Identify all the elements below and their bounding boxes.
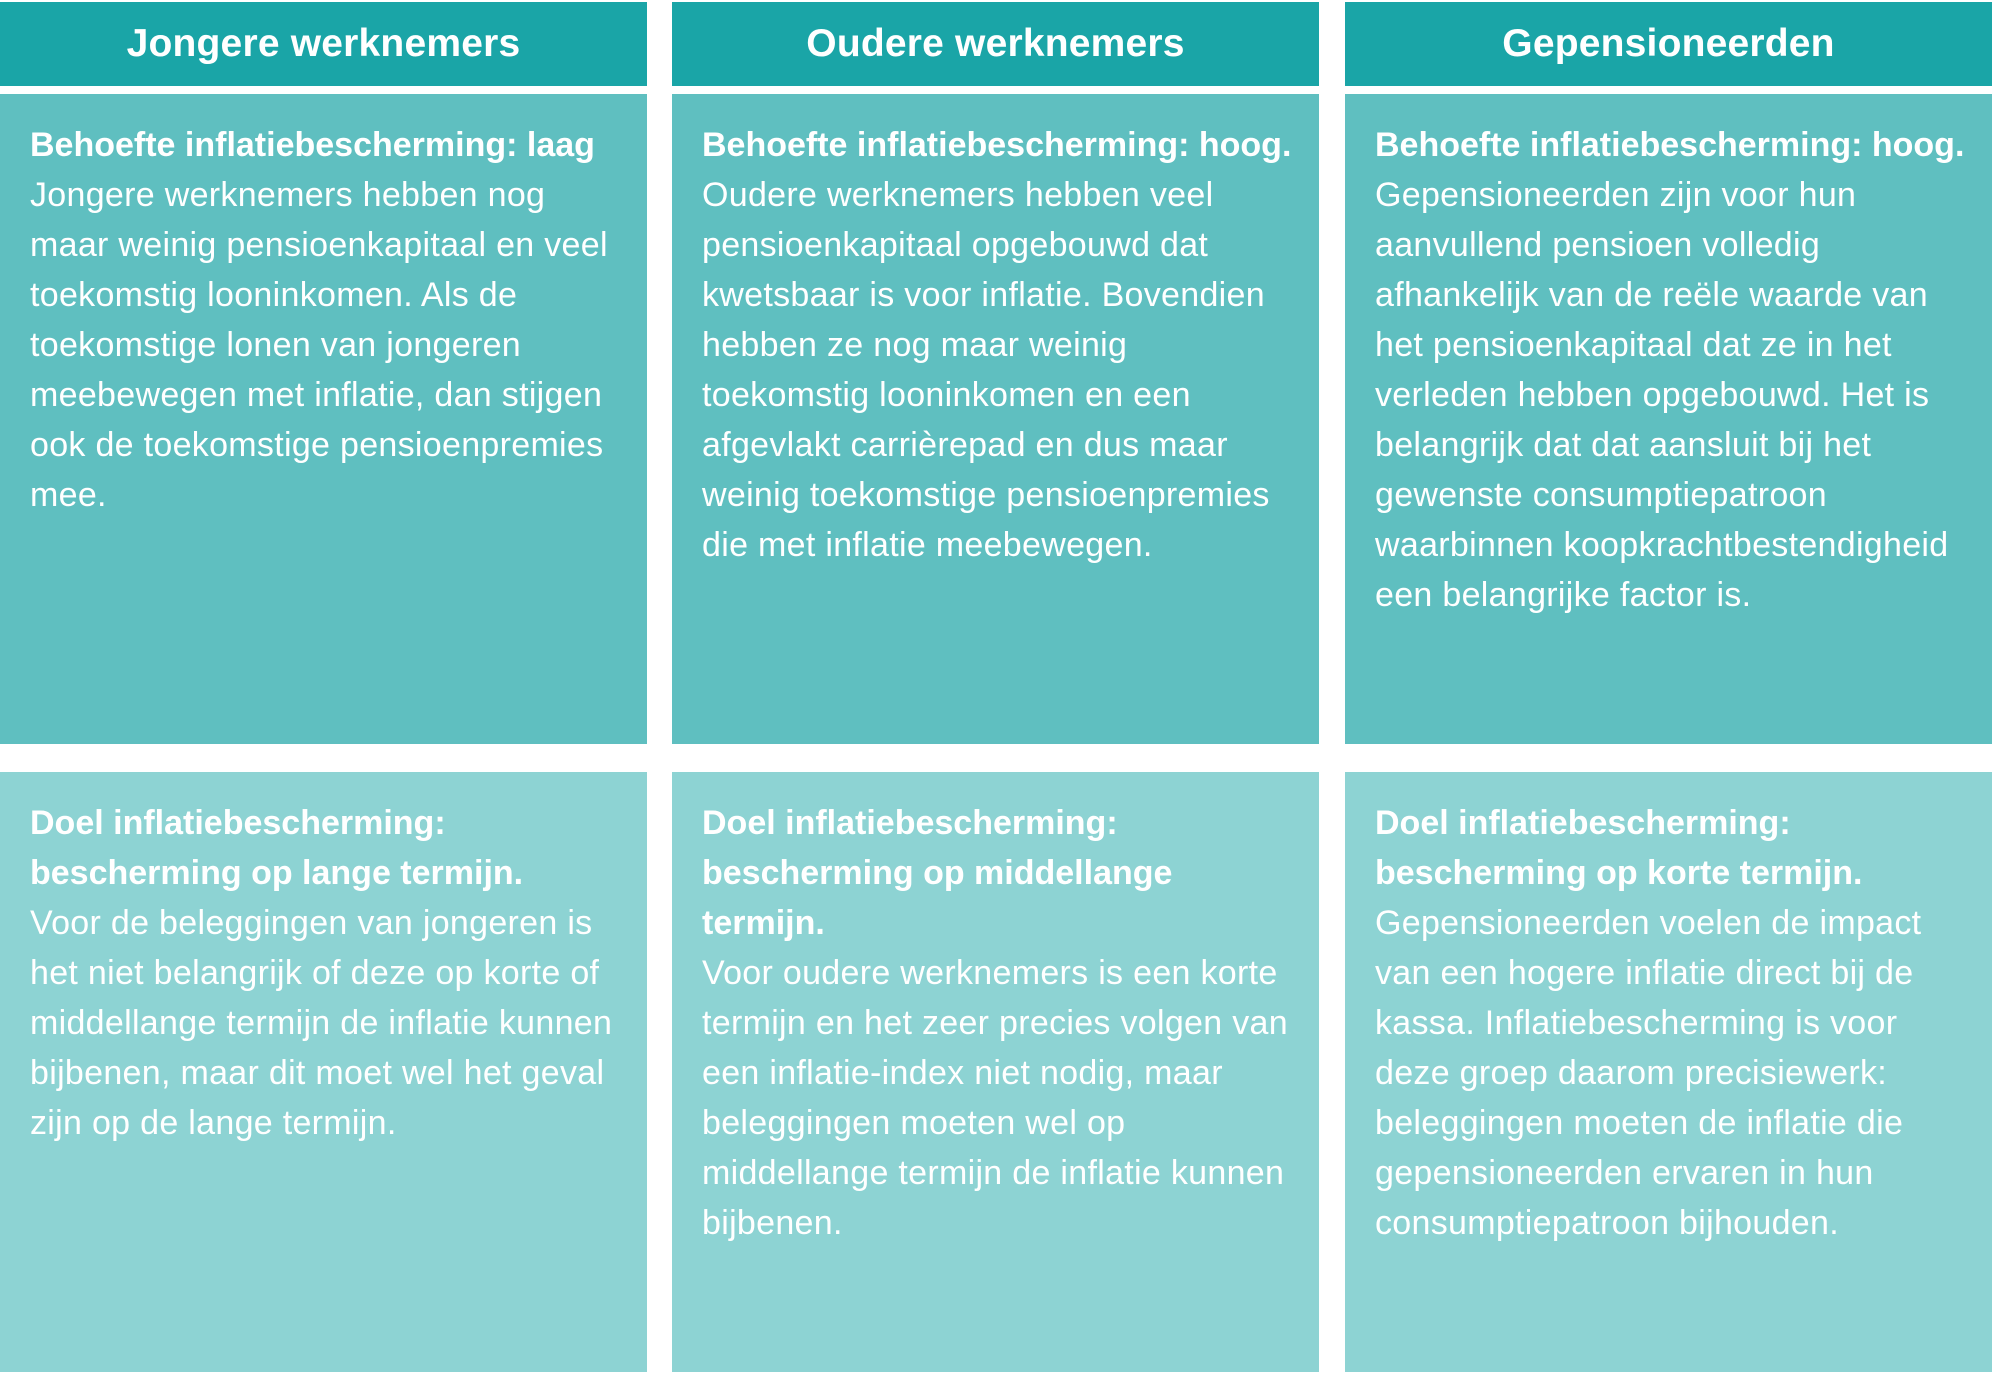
need-body: Jongere werknemers hebben nog maar weinig pensioenkapitaal en veel toekomstig looninkomen. Als de toekomstige lonen van jongeren meebewegen met inflatie, dan stijgen ook de toekomstige pensioenpremies mee.	[30, 176, 608, 514]
need-body: Oudere werknemers hebben veel pensioenkapitaal opgebouwd dat kwetsbaar is voor inflatie. Bovendien hebben ze nog maar weinig toekomstig looninkomen en een afgevlakt carrièrepad en dus maar weinig toekomstige pensioenpremies die met inflatie meebewegen.	[702, 176, 1270, 564]
goal-body: Voor oudere werknemers is een korte termijn en het zeer precies volgen van een inflatie-index niet nodig, maar beleggingen moeten wel op middellange termijn de inflatie kunnen bijbenen.	[702, 954, 1288, 1242]
need-cell	[1345, 94, 1992, 744]
need-body: Gepensioneerden zijn voor hun aanvullend pensioen volledig afhankelijk van de reële waarde van het pensioenkapitaal dat ze in het verleden hebben opgebouwd. Het is belangrijk dat dat aansluit bij het gewenste consumptiepatroon waarbinnen koopkrachtbestendigheid een belangrijke factor is.	[1375, 176, 1949, 614]
goal-title: Doel inflatiebescherming: bescherming op middellange termijn.	[702, 804, 1173, 942]
goal-cell	[672, 772, 1319, 1372]
goal-body: Gepensioneerden voelen de impact van een hogere inflatie direct bij de kassa. Inflatiebescherming is voor deze groep daarom precisiewerk: beleggingen moeten de inflatie die gepensioneerden ervaren in hun consumptiepatroon bijhouden.	[1375, 904, 1922, 1242]
need-title: Behoefte inflatiebescherming: laag	[30, 126, 595, 164]
column-header: Gepensioneerden	[1345, 2, 1992, 86]
goal-body: Voor de beleggingen van jongeren is het niet belangrijk of deze op korte of middellange termijn de inflatie kunnen bijbenen, maar dit moet wel het geval zijn op de lange termijn.	[30, 904, 613, 1142]
need-cell	[0, 94, 647, 744]
goal-title: Doel inflatiebescherming: bescherming op lange termijn.	[30, 804, 524, 892]
goal-title: Doel inflatiebescherming: bescherming op korte termijn.	[1375, 804, 1863, 892]
need-title: Behoefte inflatiebescherming: hoog.	[1375, 126, 1965, 164]
column-header: Jongere werknemers	[0, 2, 647, 86]
goal-cell	[1345, 772, 1992, 1372]
column-header: Oudere werknemers	[672, 2, 1319, 86]
need-title: Behoefte inflatiebescherming: hoog.	[702, 126, 1292, 164]
goal-cell	[0, 772, 647, 1372]
need-cell	[672, 94, 1319, 744]
